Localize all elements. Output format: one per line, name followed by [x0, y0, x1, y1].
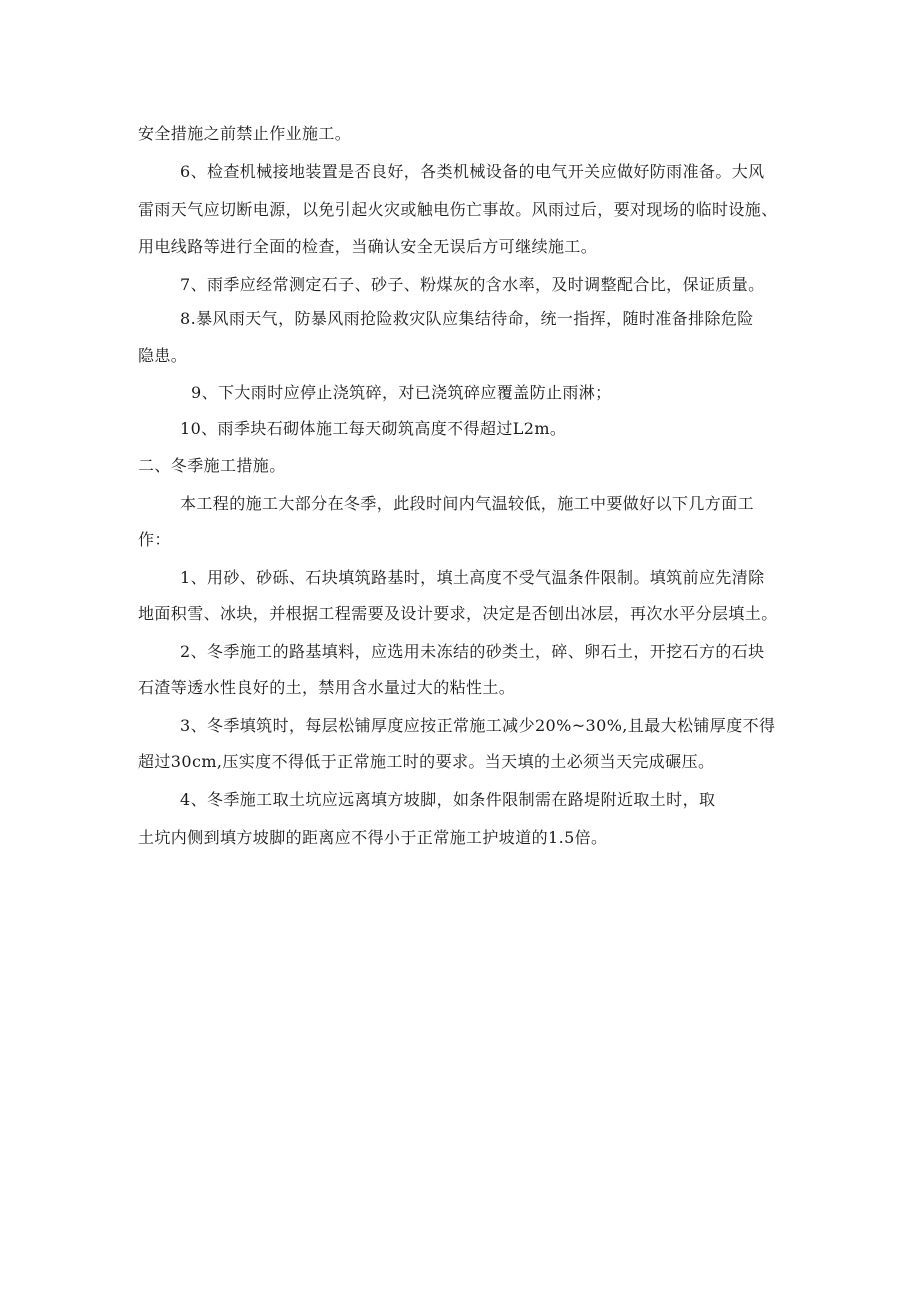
text-line: 7、雨季应经常测定石子、砂子、粉煤灰的含水率，及时调整配合比，保证质量。 [180, 275, 765, 294]
text-line: 8.暴风雨天气，防暴风雨抢险救灾队应集结待命，统一指挥，随时准备排除危险 [180, 309, 754, 328]
text-line: 本工程的施工大部分在冬季，此段时间内气温较低，施工中要做好以下几方面工 [180, 494, 755, 513]
text-line: 3、冬季填筑时，每层松铺厚度应按正常施工减少20%~30%,且最大松铺厚度不得 [180, 716, 776, 735]
text-line: 土坑内侧到填方坡脚的距离应不得小于正常施工护坡道的1.5倍。 [138, 828, 608, 847]
text-line: 地面积雪、冰块，并根据工程需要及设计要求，决定是否刨出冰层，再次水平分层填土。 [138, 604, 778, 623]
text-line: 6、检查机械接地装置是否良好，各类机械设备的电气开关应做好防雨准备。大风 [180, 162, 765, 181]
text-line: 4、冬季施工取土坑应远离填方坡脚，如条件限制需在路堤附近取土时，取 [180, 790, 716, 809]
text-line: 2、冬季施工的路基填料，应选用未冻结的砂类土，碎、卵石土，开挖石方的石块 [180, 642, 765, 661]
section-heading: 二、冬季施工措施。 [138, 456, 286, 475]
text-line: 隐患。 [138, 346, 188, 365]
text-line: 10、雨季块石砌体施工每天砌筑高度不得超过L2m。 [180, 419, 567, 438]
text-line: 9、下大雨时应停止浇筑碎，对已浇筑碎应覆盖防止雨淋； [191, 383, 612, 402]
text-line: 作： [138, 530, 171, 549]
text-line: 用电线路等进行全面的检查，当确认安全无误后方可继续施工。 [138, 237, 598, 256]
text-line: 1、用砂、砂砾、石块填筑路基时，填土高度不受气温条件限制。填筑前应先清除 [180, 568, 765, 587]
text-line: 石渣等透水性良好的土，禁用含水量过大的粘性土。 [138, 678, 516, 697]
text-line: 雷雨天气应切断电源，以免引起火灾或触电伤亡事故。风雨过后，要对现场的临时设施、 [138, 200, 778, 219]
text-line: 安全措施之前禁止作业施工。 [138, 124, 352, 143]
text-line: 超过30cm,压实度不得低于正常施工时的要求。当天填的土必须当天完成碾压。 [138, 752, 715, 771]
